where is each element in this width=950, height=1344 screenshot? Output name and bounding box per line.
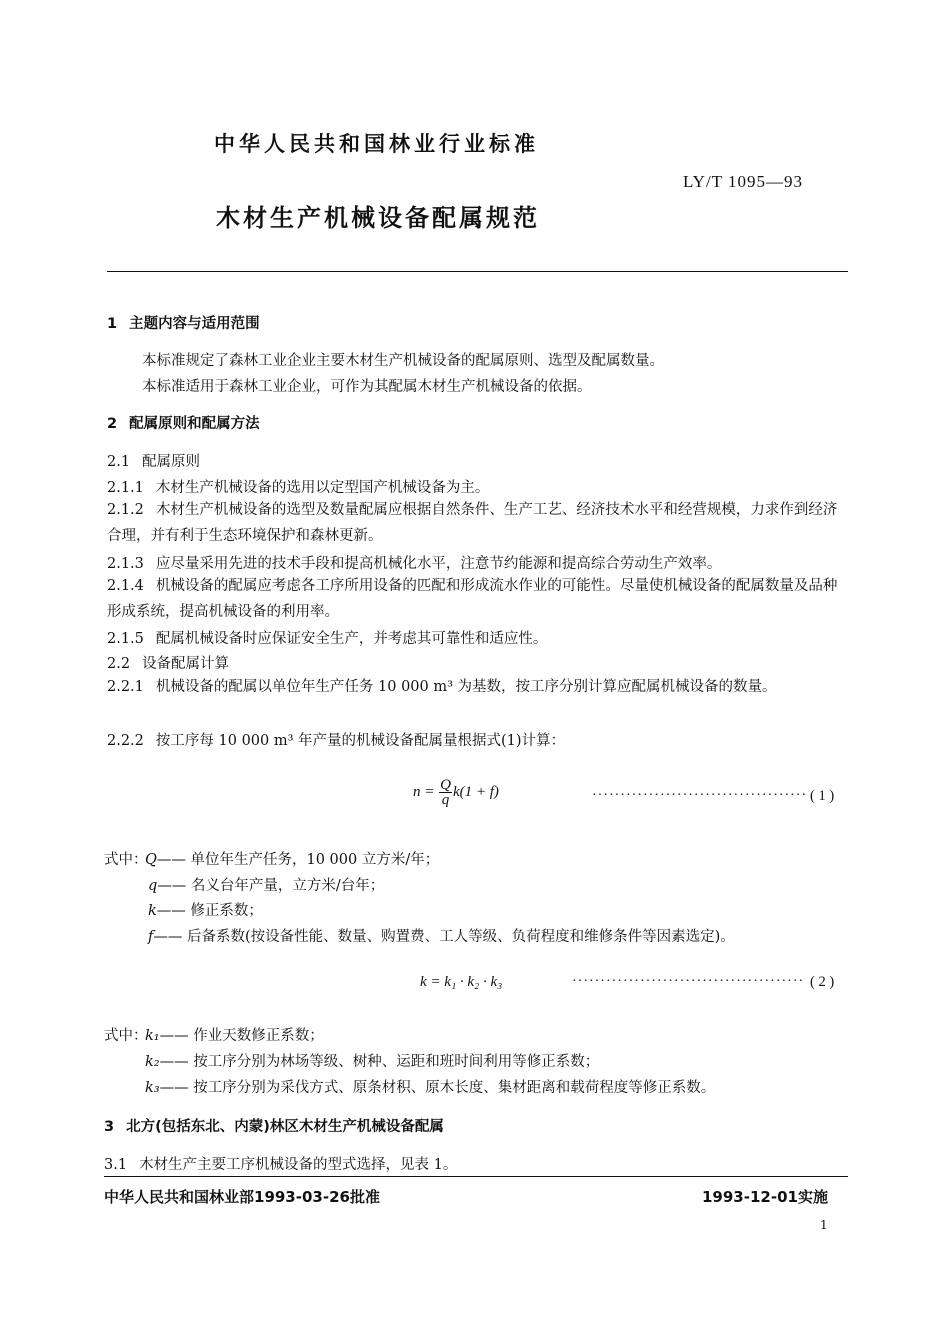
legend-item <box>148 874 384 895</box>
legend-lead: 式中： <box>104 852 148 868</box>
legend-symbol: k <box>148 903 157 919</box>
clause-number: 2.2.1 <box>107 679 144 695</box>
section-2-heading <box>107 412 260 433</box>
legend-symbol: k₂ <box>145 1054 160 1070</box>
clause-2-1 <box>107 450 200 471</box>
formula-fraction <box>439 778 452 807</box>
clause-2-1-1 <box>107 476 489 497</box>
section-heading-text: 配属原则和配属方法 <box>129 416 260 432</box>
clause-number: 2.1.4 <box>107 578 144 594</box>
legend-text: —— 单位年生产任务，10 000 立方米/年； <box>156 852 440 868</box>
clause-number: 2.2.2 <box>107 733 144 749</box>
legend-symbol: Q <box>145 852 157 868</box>
clause-number: 2.1.5 <box>107 631 144 647</box>
document-title: 木材生产机械设备配属规范 <box>216 204 540 232</box>
clause-number: 2.1.3 <box>107 556 144 572</box>
effective-date: 1993-12-01实施 <box>702 1188 828 1206</box>
legend-text: —— 后备系数(按设备性能、数量、购置费、工人等级、负荷程度和维修条件等因素选定)。 <box>153 929 735 945</box>
legend-text: —— 作业天数修正系数； <box>159 1028 324 1044</box>
leader-dots: ······································ <box>592 788 808 803</box>
standard-org-title: 中华人民共和国林业行业标准 <box>214 132 539 156</box>
clause-text: 配属机械设备时应保证安全生产，并考虑其可靠性和适应性。 <box>155 631 548 647</box>
legend-symbol: k₃ <box>145 1080 160 1096</box>
header-divider <box>107 271 848 272</box>
clause-text: 机械设备的配属应考虑各工序所用设备的匹配和形成流水作业的可能性。尽量使机械设备的配属数量及品种形成系统，提高机械设备的利用率。 <box>107 578 838 620</box>
clause-2-2-2 <box>107 729 565 750</box>
clause-text: 设备配属计算 <box>142 656 230 672</box>
clause-number: 3.1 <box>104 1157 128 1173</box>
clause-2-2 <box>107 652 229 673</box>
section-3-heading <box>104 1115 444 1136</box>
legend-symbol: k₁ <box>145 1028 160 1044</box>
clause-text: 木材生产主要工序机械设备的型式选择，见表 1。 <box>139 1157 458 1173</box>
clause-number: 2.1.1 <box>107 480 144 496</box>
section-number: 2 <box>107 416 118 432</box>
clause-number: 2.2 <box>107 656 131 672</box>
page-number: 1 <box>820 1218 828 1232</box>
paragraph: 本标准适用于森林工业企业，可作为其配属木材生产机械设备的依据。 <box>142 379 592 395</box>
legend-symbol: f <box>148 929 154 945</box>
legend-item <box>145 848 439 869</box>
formula-label: ( 1 ) <box>810 788 835 804</box>
leader-dots: ········································· <box>572 974 805 989</box>
legend-item <box>148 925 735 946</box>
legend-symbol: q <box>148 878 158 894</box>
section-number: 1 <box>107 316 118 332</box>
formula-lhs: n = <box>413 783 435 800</box>
formula-rhs: k(1 + f) <box>452 783 499 800</box>
clause-3-1 <box>104 1153 457 1174</box>
clause-2-1-5 <box>107 627 547 648</box>
document-code: LY/T 1095—93 <box>683 172 804 191</box>
clause-text: 配属原则 <box>142 454 201 470</box>
approval-date: 中华人民共和国林业部1993-03-26批准 <box>104 1188 380 1206</box>
formula-2: k = k₁ · k₂ · k₃ <box>420 974 503 990</box>
section-number: 3 <box>104 1119 115 1135</box>
section-heading-text: 北方(包括东北、内蒙)林区木材生产机械设备配属 <box>126 1119 444 1135</box>
clause-2-1-4 <box>107 573 849 625</box>
formula-1 <box>413 778 499 807</box>
legend-item <box>145 1050 599 1071</box>
clause-text: 木材生产机械设备的选用以定型国产机械设备为主。 <box>155 480 490 496</box>
legend-lead: 式中： <box>104 1028 148 1044</box>
section-heading-text: 主题内容与适用范围 <box>129 316 260 332</box>
footer-divider <box>104 1176 848 1177</box>
legend-item <box>148 899 263 920</box>
clause-2-2-1 <box>107 674 849 700</box>
fraction-numerator: Q <box>440 777 451 793</box>
legend-text: —— 名义台年产量，立方米/台年； <box>157 878 385 894</box>
clause-2-1-2 <box>107 497 849 549</box>
legend-text: —— 修正系数； <box>156 903 263 919</box>
legend-item <box>145 1024 324 1045</box>
clause-text: 应尽量采用先进的技术手段和提高机械化水平，注意节约能源和提高综合劳动生产效率。 <box>155 556 722 572</box>
legend-item <box>145 1076 715 1097</box>
formula-label: ( 2 ) <box>810 974 835 990</box>
clause-2-1-3 <box>107 552 721 573</box>
legend-text: —— 按工序分别为采伐方式、原条材积、原木长度、集材距离和载荷程度等修正系数。 <box>159 1080 716 1096</box>
clause-text: 按工序每 10 000 m³ 年产量的机械设备配属量根据式(1)计算： <box>155 733 566 749</box>
paragraph: 本标准规定了森林工业企业主要木材生产机械设备的配属原则、选型及配属数量。 <box>142 353 664 369</box>
fraction-denominator: q <box>441 792 450 808</box>
clause-number: 2.1 <box>107 454 131 470</box>
clause-number: 2.1.2 <box>107 502 144 518</box>
legend-text: —— 按工序分别为林场等级、树种、运距和班时间利用等修正系数； <box>159 1054 600 1070</box>
section-1-heading <box>107 312 260 333</box>
clause-text: 机械设备的配属以单位年生产任务 10 000 m³ 为基数，按工序分别计算应配属机械设备的数量。 <box>155 679 777 695</box>
clause-text: 木材生产机械设备的选型及数量配属应根据自然条件、生产工艺、经济技术水平和经营规模，力求作到经济合理，并有利于生态环境保护和森林更新。 <box>107 502 838 544</box>
